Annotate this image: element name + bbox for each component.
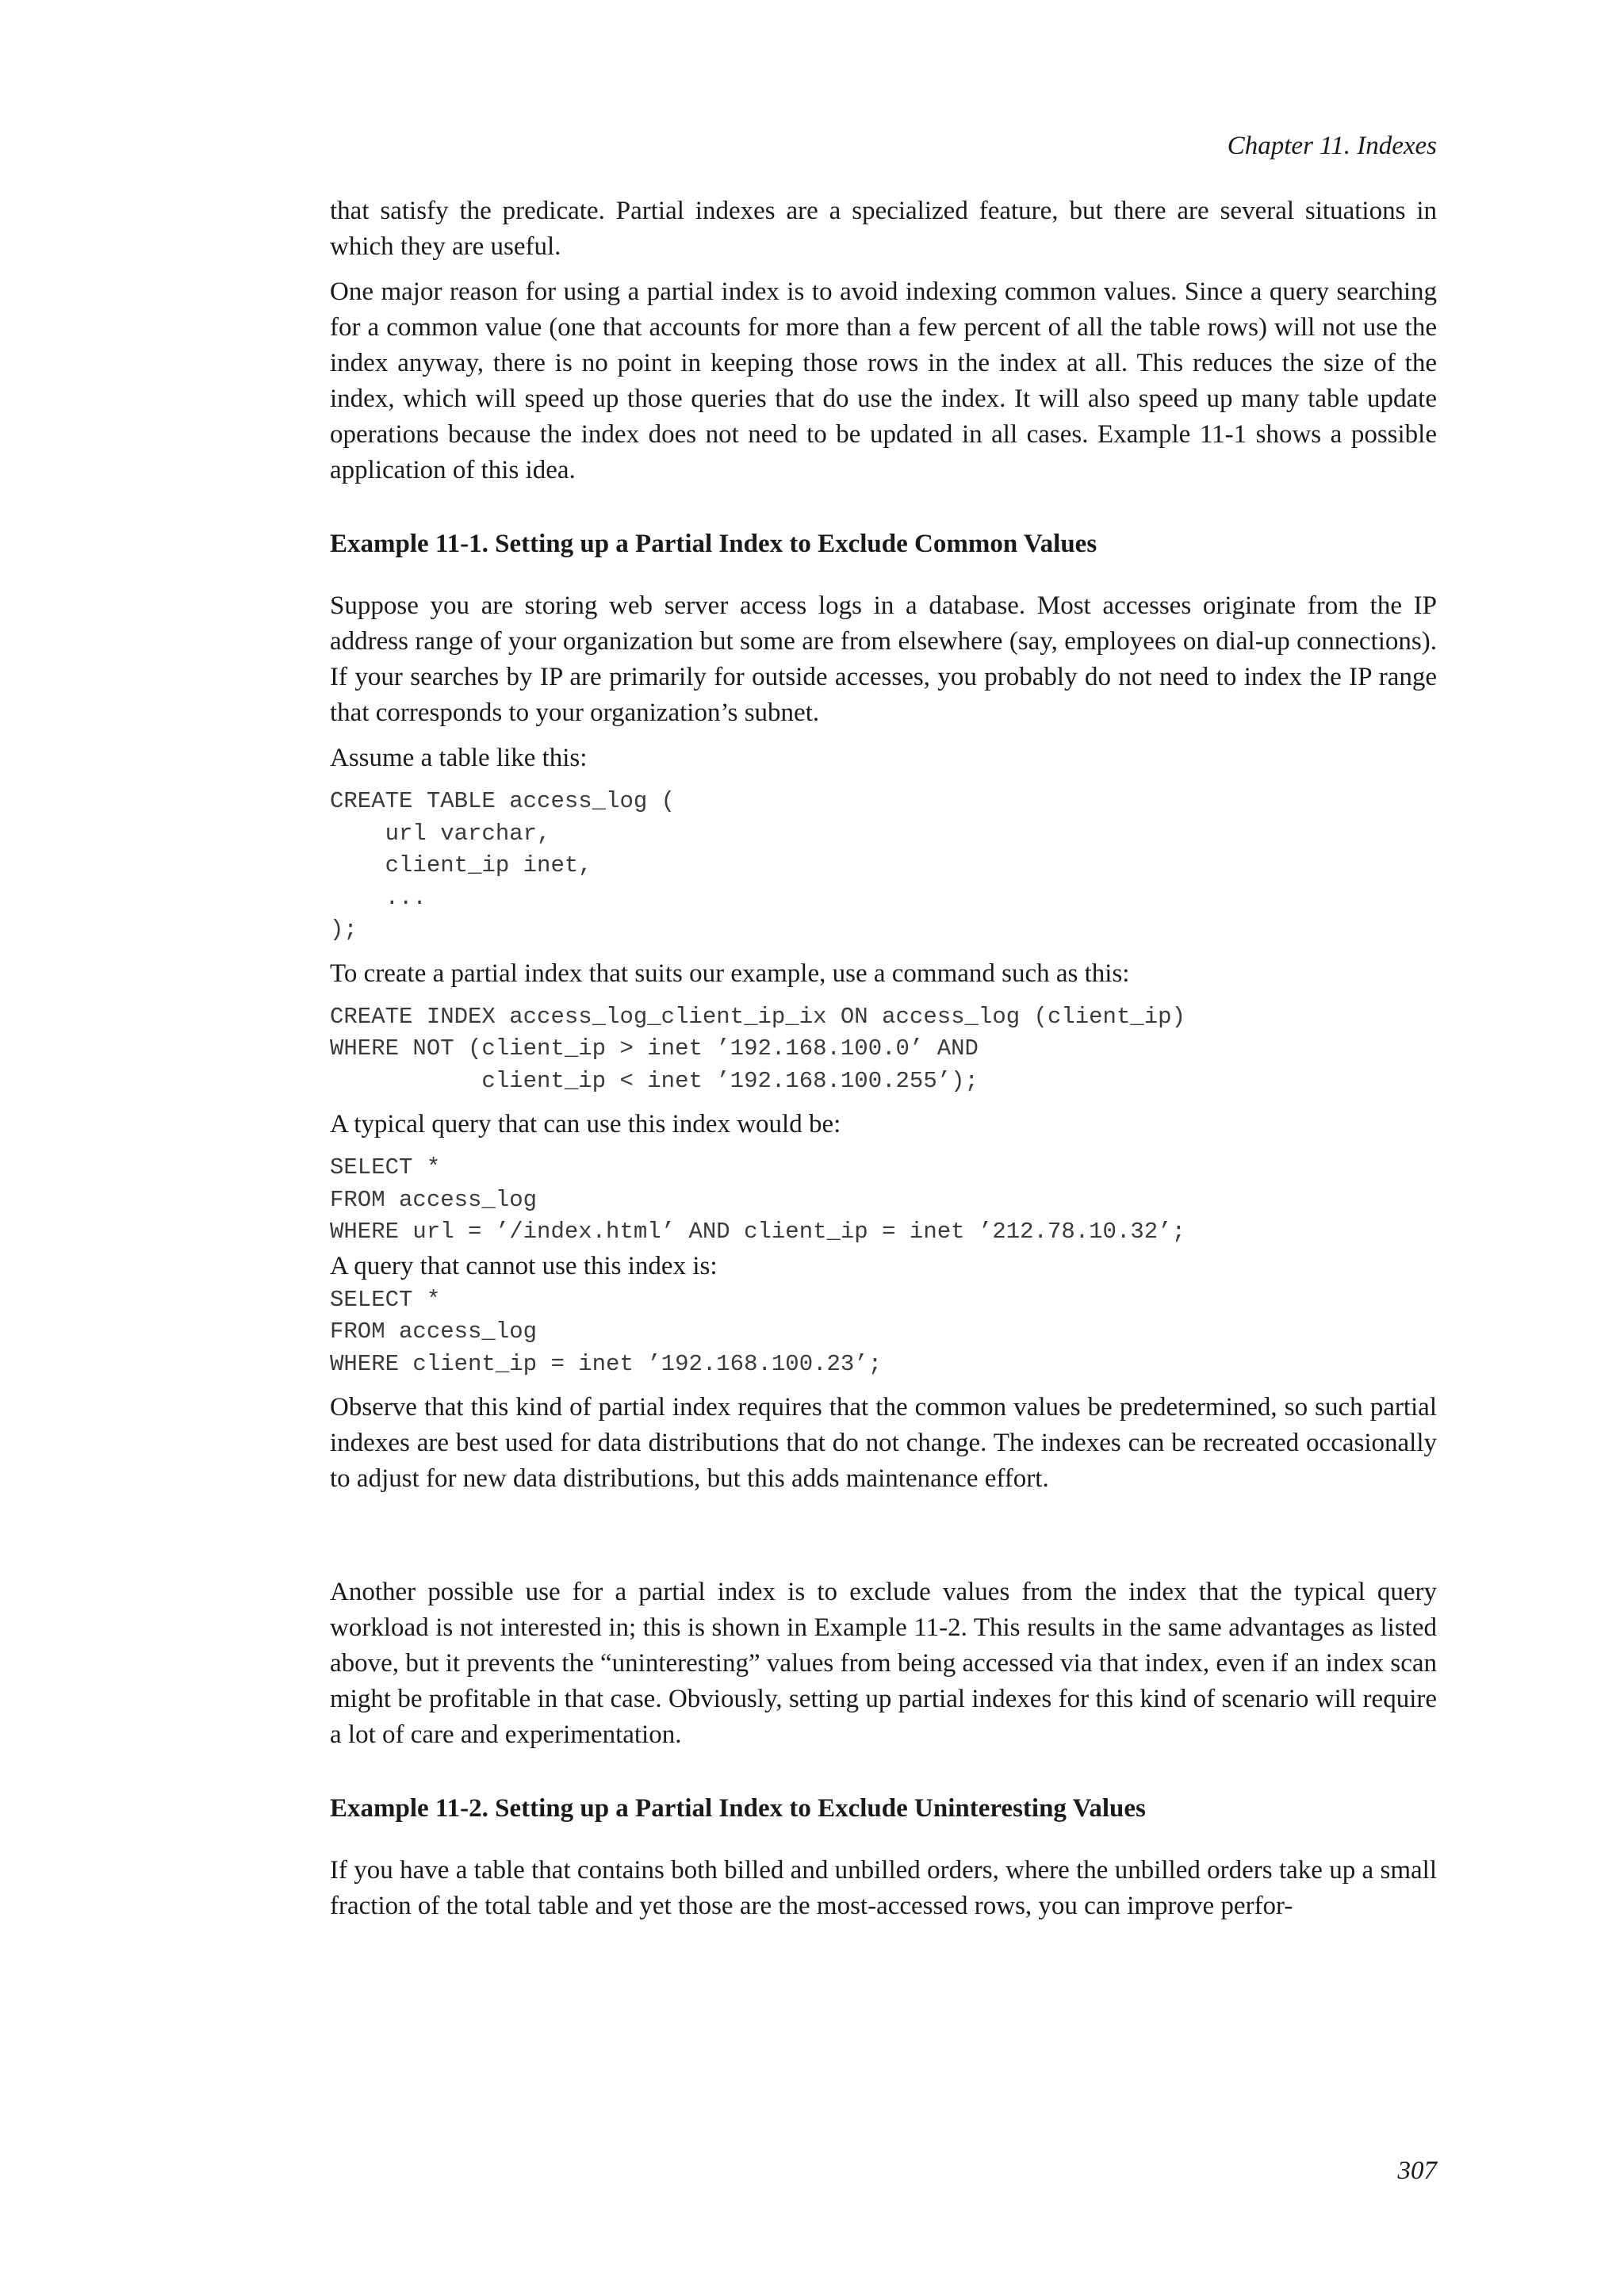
example-title: Example 11-2. Setting up a Partial Index to Exclude Uninteresting Values — [330, 1794, 1146, 1823]
paragraph: If you have a table that contains both billed and unbilled orders, where the unbilled orders take up a small fraction of the total table and yet those are the most-accessed rows, you can improve perfor- — [330, 1856, 1437, 1920]
code-block: CREATE TABLE access_log ( url varchar, client_ip inet, ... ); — [330, 788, 676, 943]
paragraph: that satisfy the predicate. Partial indexes are a specialized feature, but there are several situations in which they are useful. — [330, 197, 1437, 261]
section-gap — [330, 1506, 1437, 1575]
paragraph: Observe that this kind of partial index requires that the common values be predetermined, so such partial indexes are best used for data distributions that do not change. The indexes can be recreated occasionally to adjust for new data distributions, but this adds maintenance effort. — [330, 1393, 1437, 1493]
paragraph: Suppose you are storing web server access logs in a database. Most accesses originate from the IP address range of your organization but some are from elsewhere (say, employees on dial-up connections). If your searches by IP are primarily for outside accesses, you probably do not need to index the IP range that corresponds to your organization’s subnet. — [330, 591, 1437, 727]
example-title: Example 11-1. Setting up a Partial Index to Exclude Common Values — [330, 530, 1097, 558]
paragraph: One major reason for using a partial index is to avoid indexing common values. Since a query searching for a common value (one that accounts for more than a few percent of all the table rows) will not use the index anyway, there is no point in keeping those rows in the index at all. This reduces the size of the index, which will speed up those queries that do use the index. It will also speed up many table update operations because the index does not need to be updated in all cases. Example 11-1 shows a possible application of this idea. — [330, 277, 1437, 484]
paragraph: A typical query that can use this index would be: — [330, 1110, 841, 1138]
page-content — [330, 193, 1437, 1934]
code-block: SELECT * FROM access_log WHERE url = ’/index.html’ AND client_ip = inet ’212.78.10.32’; — [330, 1154, 1185, 1245]
paragraph: A query that cannot use this index is: — [330, 1251, 718, 1280]
code-block: SELECT * FROM access_log WHERE client_ip = inet ’192.168.100.23’; — [330, 1286, 883, 1377]
paragraph: Assume a table like this: — [330, 744, 588, 772]
code-block: CREATE INDEX access_log_client_ip_ix ON access_log (client_ip) WHERE NOT (client_ip > inet ’192.168.100.0’ AND client_ip < inet ’192.168.100.255’); — [330, 1003, 1185, 1094]
page-number: 307 — [1397, 2156, 1437, 2185]
paragraph: Another possible use for a partial index is to exclude values from the index that the typical query workload is not interested in; this is shown in Example 11-2. This results in the same advantages as listed above, but it prevents the “uninteresting” values from being accessed via that index, even if an index scan might be profitable in that case. Obviously, setting up partial indexes for this kind of scenario will require a lot of care and experimentation. — [330, 1578, 1437, 1749]
paragraph: To create a partial index that suits our example, use a command such as this: — [330, 959, 1130, 988]
document-page — [330, 0, 1437, 2296]
running-header: Chapter 11. Indexes — [1227, 132, 1437, 160]
